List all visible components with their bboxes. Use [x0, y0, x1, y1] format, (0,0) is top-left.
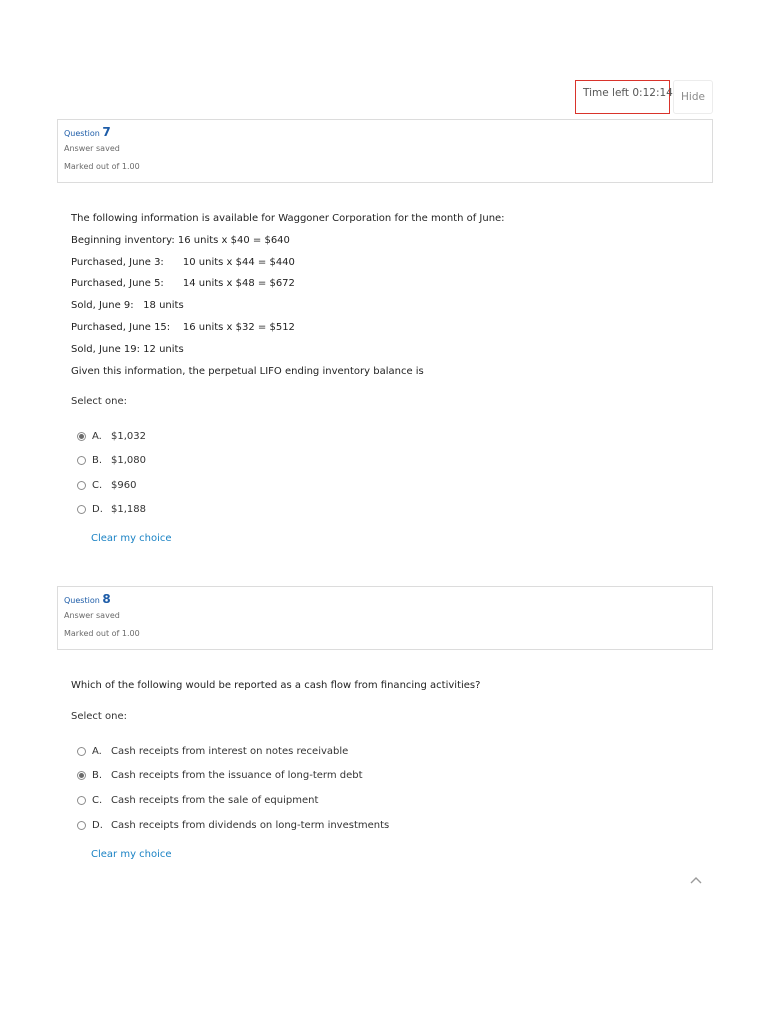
- time-left-text: Time left 0:12:14: [583, 87, 673, 99]
- question-8-answer-b[interactable]: [77, 770, 363, 781]
- question-8-marks: Marked out of 1.00: [64, 629, 140, 638]
- question-8-select-one: Select one:: [71, 711, 128, 722]
- question-8-answer-a[interactable]: [77, 746, 348, 757]
- answer-letter: C.: [92, 795, 103, 806]
- question-7-line: Sold, June 19: 12 units: [71, 343, 184, 355]
- radio-button[interactable]: [77, 747, 86, 756]
- answer-text: Cash receipts from the sale of equipment: [111, 795, 319, 806]
- radio-button[interactable]: [77, 456, 86, 465]
- question-8-answer-c[interactable]: [77, 795, 318, 806]
- question-7-answer-d[interactable]: [77, 504, 146, 515]
- radio-button-selected[interactable]: [77, 771, 86, 780]
- question-7-clear-choice-link[interactable]: Clear my choice: [91, 533, 172, 544]
- chevron-up-icon: [688, 873, 704, 887]
- question-8-clear-choice-link[interactable]: Clear my choice: [91, 849, 172, 860]
- question-8-info: [57, 586, 713, 650]
- answer-letter: C.: [92, 480, 103, 491]
- radio-button[interactable]: [77, 505, 86, 514]
- answer-text: $960: [111, 480, 137, 491]
- question-7-line: Sold, June 9: 18 units: [71, 300, 184, 312]
- answer-letter: B.: [92, 770, 103, 781]
- hide-timer-button[interactable]: [673, 80, 713, 114]
- answer-letter: A.: [92, 746, 102, 757]
- answer-text: Cash receipts from the issuance of long-term debt: [111, 770, 363, 781]
- question-7-line: Purchased, June 5: 14 units x $48 = $672: [71, 278, 295, 290]
- question-label: Question: [64, 596, 100, 605]
- question-7-info: [57, 119, 713, 183]
- question-7-line: Given this information, the perpetual LIFO ending inventory balance is: [71, 365, 424, 377]
- question-7-line: Beginning inventory: 16 units x $40 = $640: [71, 234, 290, 246]
- scroll-to-top-button[interactable]: [688, 872, 704, 886]
- radio-button[interactable]: [77, 796, 86, 805]
- answer-letter: A.: [92, 431, 102, 442]
- answer-letter: B.: [92, 455, 103, 466]
- answer-letter: D.: [92, 820, 103, 831]
- question-label: Question: [64, 129, 100, 138]
- question-7-line: Purchased, June 15: 16 units x $32 = $512: [71, 321, 295, 333]
- answer-text: Cash receipts from interest on notes receivable: [111, 746, 349, 757]
- question-8-state: Answer saved: [64, 611, 120, 620]
- question-7-answer-a[interactable]: [77, 431, 146, 442]
- question-7-line: The following information is available for Waggoner Corporation for the month of June:: [71, 213, 505, 224]
- answer-text: $1,080: [111, 455, 146, 466]
- question-number: 7: [102, 125, 111, 139]
- radio-button[interactable]: [77, 821, 86, 830]
- question-7-line: Purchased, June 3: 10 units x $44 = $440: [71, 256, 295, 268]
- question-7-state: Answer saved: [64, 144, 120, 153]
- question-7-select-one: Select one:: [71, 396, 128, 407]
- answer-letter: D.: [92, 504, 103, 515]
- question-8-text: [71, 675, 480, 697]
- question-7-answer-b[interactable]: [77, 455, 146, 466]
- answer-text: Cash receipts from dividends on long-term investments: [111, 820, 390, 831]
- question-number: 8: [102, 592, 111, 606]
- question-8-answer-d[interactable]: [77, 820, 389, 831]
- radio-button[interactable]: [77, 481, 86, 490]
- radio-button-selected[interactable]: [77, 432, 86, 441]
- question-7-text: [71, 208, 505, 382]
- question-8-line: Which of the following would be reported as a cash flow from financing activities?: [71, 680, 481, 691]
- question-7-heading: [64, 126, 712, 140]
- hide-label: Hide: [681, 91, 705, 103]
- question-8-heading: [64, 593, 712, 607]
- question-7-answer-c[interactable]: [77, 480, 136, 491]
- answer-text: $1,032: [111, 431, 146, 442]
- time-left-display: [575, 80, 673, 114]
- answer-text: $1,188: [111, 504, 146, 515]
- question-7-marks: Marked out of 1.00: [64, 162, 140, 171]
